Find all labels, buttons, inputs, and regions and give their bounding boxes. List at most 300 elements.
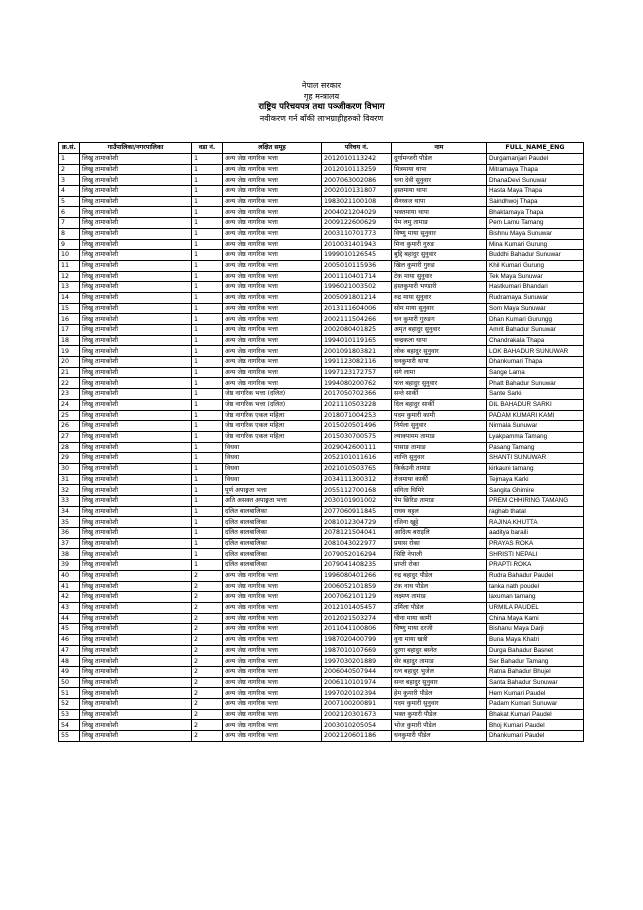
cell-serial: 24 xyxy=(59,399,80,410)
cell-serial: 30 xyxy=(59,463,80,474)
table-row xyxy=(59,260,584,271)
cell-target-group: विधवा xyxy=(223,463,322,474)
cell-id-number: 2006052101859 xyxy=(322,581,392,592)
table-row xyxy=(59,239,584,250)
cell-id-number: 2012010113259 xyxy=(322,164,392,175)
cell-target-group: जेष्ठ नागरिक एकल महिला xyxy=(223,431,322,442)
cell-full-name-eng: Amrit Bahadur Sunuwar xyxy=(487,325,584,336)
table-row xyxy=(59,677,584,688)
cell-name: धनकुमारी थापा xyxy=(392,357,487,368)
cell-target-group: अन्य जेष्ठ नागरिक भत्ता xyxy=(223,677,322,688)
cell-municipality: लिखु तामाकोशी xyxy=(80,549,192,560)
cell-id-number: 2005091801214 xyxy=(322,292,392,303)
cell-target-group: दलित बालबालिका xyxy=(223,549,322,560)
cell-id-number: 2077060911845 xyxy=(322,506,392,517)
cell-ward: 1 xyxy=(192,496,223,507)
cell-municipality: लिखु तामाकोशी xyxy=(80,645,192,656)
cell-municipality: लिखु तामाकोशी xyxy=(80,282,192,293)
table-row xyxy=(59,634,584,645)
cell-ward: 1 xyxy=(192,196,223,207)
table-row xyxy=(59,431,584,442)
col-header-municipality: गाउँपालिका/नगरपालिका xyxy=(80,143,192,154)
cell-municipality: लिखु तामाकोशी xyxy=(80,634,192,645)
cell-name: बुद्दि बहादुर सुनुवार xyxy=(392,250,487,261)
cell-serial: 48 xyxy=(59,656,80,667)
cell-municipality: लिखु तामाकोशी xyxy=(80,570,192,581)
cell-id-number: 2021110503228 xyxy=(322,399,392,410)
cell-target-group: अन्य जेष्ठ नागरिक भत्ता xyxy=(223,218,322,229)
cell-serial: 5 xyxy=(59,196,80,207)
cell-full-name-eng: Pasang Tamang xyxy=(487,442,584,453)
cell-target-group: अन्य जेष्ठ नागरिक भत्ता xyxy=(223,303,322,314)
cell-serial: 10 xyxy=(59,250,80,261)
cell-id-number: 2001091803821 xyxy=(322,346,392,357)
table-body xyxy=(59,154,584,742)
department-line: राष्ट्रिय परिचयपत्र तथा पञ्जीकरण विभाग xyxy=(258,102,385,112)
cell-full-name-eng: Mina Kumari Gurung xyxy=(487,239,584,250)
cell-name: वुना माया खत्री xyxy=(392,634,487,645)
cell-target-group: जेष्ठ नागरिक भत्ता (दलित) xyxy=(223,399,322,410)
table-row xyxy=(59,613,584,624)
cell-municipality: लिखु तामाकोशी xyxy=(80,410,192,421)
table-row xyxy=(59,303,584,314)
cell-name: धना देवी सुनुवार xyxy=(392,175,487,186)
cell-target-group: अन्य जेष्ठ नागरिक भत्ता xyxy=(223,260,322,271)
cell-serial: 53 xyxy=(59,709,80,720)
cell-full-name-eng: Som Maya Sunuwar xyxy=(487,303,584,314)
cell-target-group: अन्य जेष्ठ नागरिक भत्ता xyxy=(223,207,322,218)
cell-ward: 2 xyxy=(192,688,223,699)
cell-name: भक्तमाया थापा xyxy=(392,207,487,218)
cell-target-group: विधवा xyxy=(223,453,322,464)
cell-id-number: 2029042600111 xyxy=(322,442,392,453)
cell-full-name-eng: SHANTI SUNUWAR xyxy=(487,453,584,464)
table-row xyxy=(59,731,584,742)
cell-id-number: 1997123172757 xyxy=(322,367,392,378)
cell-id-number: 1987010107669 xyxy=(322,645,392,656)
cell-ward: 1 xyxy=(192,410,223,421)
table-row xyxy=(59,399,584,410)
cell-serial: 6 xyxy=(59,207,80,218)
cell-serial: 14 xyxy=(59,292,80,303)
cell-name: राघव थट्टल xyxy=(392,506,487,517)
cell-id-number: 2012101405457 xyxy=(322,602,392,613)
cell-municipality: लिखु तामाकोशी xyxy=(80,228,192,239)
cell-serial: 31 xyxy=(59,474,80,485)
cell-ward: 1 xyxy=(192,218,223,229)
cell-name: चीना माया कामी xyxy=(392,613,487,624)
cell-ward: 1 xyxy=(192,506,223,517)
table-row xyxy=(59,453,584,464)
cell-ward: 1 xyxy=(192,442,223,453)
col-header-name: नाम xyxy=(392,143,487,154)
cell-name: प्राप्ती रोका xyxy=(392,560,487,571)
cell-id-number: 2015030700575 xyxy=(322,431,392,442)
cell-id-number: 1983021100108 xyxy=(322,196,392,207)
cell-id-number: 2002010131807 xyxy=(322,186,392,197)
cell-id-number: 1987020400799 xyxy=(322,634,392,645)
cell-full-name-eng: RAJINA KHUTTA xyxy=(487,517,584,528)
cell-name: चन्द्रकला थापा xyxy=(392,335,487,346)
cell-ward: 2 xyxy=(192,720,223,731)
cell-full-name-eng: Chandrakala Thapa xyxy=(487,335,584,346)
cell-ward: 1 xyxy=(192,463,223,474)
cell-municipality: लिखु तामाकोशी xyxy=(80,688,192,699)
cell-target-group: जेष्ठ नागरिक भत्ता (दलित) xyxy=(223,389,322,400)
table-row xyxy=(59,357,584,368)
cell-ward: 2 xyxy=(192,581,223,592)
cell-full-name-eng: Bhoj Kumari Paudel xyxy=(487,720,584,731)
cell-target-group: अन्य जेष्ठ नागरिक भत्ता xyxy=(223,292,322,303)
cell-name: श्रिष्टि नेपाली xyxy=(392,549,487,560)
cell-municipality: लिखु तामाकोशी xyxy=(80,346,192,357)
table-row xyxy=(59,207,584,218)
cell-municipality: लिखु तामाकोशी xyxy=(80,250,192,261)
cell-serial: 50 xyxy=(59,677,80,688)
cell-ward: 1 xyxy=(192,367,223,378)
cell-municipality: लिखु तामाकोशी xyxy=(80,677,192,688)
cell-target-group: अन्य जेष्ठ नागरिक भत्ता xyxy=(223,175,322,186)
cell-serial: 23 xyxy=(59,389,80,400)
cell-name: दुरगा बहादुर बस्नेत xyxy=(392,645,487,656)
cell-serial: 36 xyxy=(59,528,80,539)
cell-municipality: लिखु तामाकोशी xyxy=(80,260,192,271)
cell-municipality: लिखु तामाकोशी xyxy=(80,175,192,186)
cell-id-number: 2003110701773 xyxy=(322,228,392,239)
cell-municipality: लिखु तामाकोशी xyxy=(80,164,192,175)
table-row xyxy=(59,367,584,378)
cell-id-number: 1996080401266 xyxy=(322,570,392,581)
cell-name: उर्मिला पौडेल xyxy=(392,602,487,613)
cell-id-number: 2081043022977 xyxy=(322,538,392,549)
cell-full-name-eng: Dhankumari Paudel xyxy=(487,731,584,742)
cell-ward: 1 xyxy=(192,549,223,560)
cell-ward: 1 xyxy=(192,357,223,368)
cell-name: पदम कुमारी कामी xyxy=(392,410,487,421)
cell-target-group: अन्य जेष्ठ नागरिक भत्ता xyxy=(223,357,322,368)
cell-municipality: लिखु तामाकोशी xyxy=(80,431,192,442)
cell-target-group: अति असक्त अपाङ्गता भत्ता xyxy=(223,496,322,507)
cell-name: हस्तकुमारी भण्डारी xyxy=(392,282,487,293)
cell-target-group: अन्य जेष्ठ नागरिक भत्ता xyxy=(223,250,322,261)
cell-municipality: लिखु तामाकोशी xyxy=(80,656,192,667)
cell-id-number: 1994080200762 xyxy=(322,378,392,389)
cell-municipality: लिखु तामाकोशी xyxy=(80,731,192,742)
cell-full-name-eng: Dhankumari Thapa xyxy=(487,357,584,368)
cell-id-number: 1996021003502 xyxy=(322,282,392,293)
cell-id-number: 2021010503765 xyxy=(322,463,392,474)
cell-municipality: लिखु तामाकोशी xyxy=(80,303,192,314)
table-row xyxy=(59,325,584,336)
cell-serial: 9 xyxy=(59,239,80,250)
cell-id-number: 2002120301673 xyxy=(322,709,392,720)
cell-full-name-eng: kirkauni tamang xyxy=(487,463,584,474)
cell-id-number: 2011041100806 xyxy=(322,624,392,635)
cell-ward: 1 xyxy=(192,303,223,314)
cell-municipality: लिखु तामाकोशी xyxy=(80,506,192,517)
cell-ward: 2 xyxy=(192,731,223,742)
table-row xyxy=(59,528,584,539)
cell-serial: 55 xyxy=(59,731,80,742)
cell-full-name-eng: PREM CHHIRING TAMANG xyxy=(487,496,584,507)
cell-name: रुद्र माया सुनुवार xyxy=(392,292,487,303)
cell-full-name-eng: Tejmaya Karki xyxy=(487,474,584,485)
cell-target-group: दलित बालबालिका xyxy=(223,528,322,539)
cell-name: भक्त कुमारी पौडेल xyxy=(392,709,487,720)
cell-ward: 1 xyxy=(192,207,223,218)
cell-ward: 1 xyxy=(192,239,223,250)
cell-target-group: अन्य जेष्ठ नागरिक भत्ता xyxy=(223,154,322,165)
cell-ward: 2 xyxy=(192,645,223,656)
cell-target-group: अन्य जेष्ठ नागरिक भत्ता xyxy=(223,602,322,613)
cell-serial: 52 xyxy=(59,699,80,710)
cell-municipality: लिखु तामाकोशी xyxy=(80,314,192,325)
cell-target-group: अन्य जेष्ठ नागरिक भत्ता xyxy=(223,186,322,197)
cell-ward: 1 xyxy=(192,186,223,197)
table-row xyxy=(59,602,584,613)
cell-full-name-eng: raghab thatal xyxy=(487,506,584,517)
cell-full-name-eng: Rudramaya Sunuwar xyxy=(487,292,584,303)
cell-target-group: अन्य जेष्ठ नागरिक भत्ता xyxy=(223,228,322,239)
cell-name: किर्कउनी तामाङ xyxy=(392,463,487,474)
cell-name: संगिता घिमिरे xyxy=(392,485,487,496)
cell-full-name-eng: URMILA PAUDEL xyxy=(487,602,584,613)
cell-name: आदित्य बराइलि xyxy=(392,528,487,539)
col-header-serial: क्र.सं. xyxy=(59,143,80,154)
cell-id-number: 2078121504041 xyxy=(322,528,392,539)
cell-target-group: अन्य जेष्ठ नागरिक भत्ता xyxy=(223,592,322,603)
cell-serial: 37 xyxy=(59,538,80,549)
table-row xyxy=(59,282,584,293)
cell-target-group: अन्य जेष्ठ नागरिक भत्ता xyxy=(223,570,322,581)
cell-name: पासाङ तामाङ xyxy=(392,442,487,453)
cell-ward: 1 xyxy=(192,431,223,442)
cell-full-name-eng: Lyakpamma Tamang xyxy=(487,431,584,442)
table-row xyxy=(59,196,584,207)
cell-serial: 19 xyxy=(59,346,80,357)
cell-serial: 7 xyxy=(59,218,80,229)
cell-target-group: अन्य जेष्ठ नागरिक भत्ता xyxy=(223,367,322,378)
cell-full-name-eng: Santa Bahadur Sunuwar xyxy=(487,677,584,688)
cell-serial: 11 xyxy=(59,260,80,271)
cell-municipality: लिखु तामाकोशी xyxy=(80,699,192,710)
table-header-row xyxy=(59,143,584,154)
table-row xyxy=(59,538,584,549)
cell-full-name-eng: Sante Sarki xyxy=(487,389,584,400)
cell-ward: 1 xyxy=(192,421,223,432)
cell-target-group: अन्य जेष्ठ नागरिक भत्ता xyxy=(223,335,322,346)
cell-id-number: 2052101011616 xyxy=(322,453,392,464)
cell-ward: 1 xyxy=(192,517,223,528)
cell-target-group: विधवा xyxy=(223,442,322,453)
cell-full-name-eng: Dhan Kumari Gurungg xyxy=(487,314,584,325)
cell-id-number: 2009122600629 xyxy=(322,218,392,229)
cell-full-name-eng: PRAPTI ROKA xyxy=(487,560,584,571)
cell-target-group: अन्य जेष्ठ नागरिक भत्ता xyxy=(223,613,322,624)
cell-full-name-eng: Bhaktamaya Thapa xyxy=(487,207,584,218)
cell-ward: 1 xyxy=(192,325,223,336)
cell-id-number: 2002120601186 xyxy=(322,731,392,742)
cell-name: फत्त बहादुर सुनुवार xyxy=(392,378,487,389)
cell-serial: 40 xyxy=(59,570,80,581)
cell-target-group: अन्य जेष्ठ नागरिक भत्ता xyxy=(223,634,322,645)
cell-full-name-eng: Bishanu Maya Darji xyxy=(487,624,584,635)
cell-name: हस्तमाया थापा xyxy=(392,186,487,197)
cell-serial: 12 xyxy=(59,271,80,282)
table-row xyxy=(59,186,584,197)
cell-full-name-eng: DIL BAHADUR SARKI xyxy=(487,399,584,410)
cell-name: पेम छिरिङ तामाङ xyxy=(392,496,487,507)
cell-serial: 17 xyxy=(59,325,80,336)
table-row xyxy=(59,645,584,656)
cell-serial: 41 xyxy=(59,581,80,592)
cell-municipality: लिखु तामाकोशी xyxy=(80,389,192,400)
cell-ward: 1 xyxy=(192,560,223,571)
cell-name: ल्याक्पामम तामाङ xyxy=(392,431,487,442)
cell-full-name-eng: DhanaDevi Sunuwar xyxy=(487,175,584,186)
cell-name: दुर्गामन्जरी पौडेल xyxy=(392,154,487,165)
cell-municipality: लिखु तामाकोशी xyxy=(80,218,192,229)
cell-name: प्रयास रोका xyxy=(392,538,487,549)
cell-full-name-eng: Saindhwoj Thapa xyxy=(487,196,584,207)
cell-name: पेम लमु तामाङ xyxy=(392,218,487,229)
cell-target-group: अन्य जेष्ठ नागरिक भत्ता xyxy=(223,325,322,336)
cell-id-number: 2034111300312 xyxy=(322,474,392,485)
cell-target-group: अन्य जेष्ठ नागरिक भत्ता xyxy=(223,314,322,325)
cell-serial: 26 xyxy=(59,421,80,432)
table-row xyxy=(59,175,584,186)
cell-id-number: 2002080401825 xyxy=(322,325,392,336)
cell-target-group: अन्य जेष्ठ नागरिक भत्ता xyxy=(223,346,322,357)
table-row xyxy=(59,592,584,603)
cell-target-group: पूर्ण अपाङ्गता भत्ता xyxy=(223,485,322,496)
cell-municipality: लिखु तामाकोशी xyxy=(80,613,192,624)
cell-target-group: अन्य जेष्ठ नागरिक भत्ता xyxy=(223,196,322,207)
cell-municipality: लिखु तामाकोशी xyxy=(80,378,192,389)
cell-ward: 2 xyxy=(192,667,223,678)
cell-id-number: 2017050702366 xyxy=(322,389,392,400)
cell-target-group: दलित बालबालिका xyxy=(223,506,322,517)
table-row xyxy=(59,485,584,496)
cell-name: सोम माया सुनुवार xyxy=(392,303,487,314)
cell-target-group: अन्य जेष्ठ नागरिक भत्ता xyxy=(223,164,322,175)
cell-full-name-eng: PRAYAS ROKA xyxy=(487,538,584,549)
cell-serial: 22 xyxy=(59,378,80,389)
cell-target-group: अन्य जेष्ठ नागरिक भत्ता xyxy=(223,720,322,731)
cell-id-number: 1994010119165 xyxy=(322,335,392,346)
table-row xyxy=(59,154,584,165)
cell-municipality: लिखु तामाकोशी xyxy=(80,239,192,250)
cell-target-group: अन्य जेष्ठ नागरिक भत्ता xyxy=(223,282,322,293)
cell-target-group: दलित बालबालिका xyxy=(223,517,322,528)
cell-serial: 1 xyxy=(59,154,80,165)
cell-serial: 28 xyxy=(59,442,80,453)
cell-target-group: अन्य जेष्ठ नागरिक भत्ता xyxy=(223,709,322,720)
cell-municipality: लिखु तामाकोशी xyxy=(80,709,192,720)
cell-municipality: लिखु तामाकोशी xyxy=(80,528,192,539)
cell-ward: 1 xyxy=(192,346,223,357)
document-title: नवीकरण गर्न बाँकी लाभग्राहीहरुको विवरण xyxy=(259,114,384,123)
cell-ward: 2 xyxy=(192,613,223,624)
cell-municipality: लिखु तामाकोशी xyxy=(80,496,192,507)
cell-name: धनकुमारी पौडेल xyxy=(392,731,487,742)
cell-serial: 21 xyxy=(59,367,80,378)
cell-id-number: 2007063002086 xyxy=(322,175,392,186)
cell-id-number: 2001110401714 xyxy=(322,271,392,282)
cell-target-group: अन्य जेष्ठ नागरिक भत्ता xyxy=(223,378,322,389)
cell-id-number: 2006110101974 xyxy=(322,677,392,688)
col-header-ward: वडा नं. xyxy=(192,143,223,154)
cell-name: रुद्र बहादुर पौडेल xyxy=(392,570,487,581)
cell-municipality: लिखु तामाकोशी xyxy=(80,442,192,453)
cell-name: रत्न बहादुर भुजेल xyxy=(392,667,487,678)
cell-serial: 34 xyxy=(59,506,80,517)
cell-full-name-eng: Ser Bahadur Tamang xyxy=(487,656,584,667)
cell-municipality: लिखु तामाकोशी xyxy=(80,592,192,603)
table-row xyxy=(59,442,584,453)
cell-municipality: लिखु तामाकोशी xyxy=(80,196,192,207)
cell-municipality: लिखु तामाकोशी xyxy=(80,421,192,432)
cell-name: टेक माया सुनुवार xyxy=(392,271,487,282)
cell-full-name-eng: Phatt Bahadur Sunuwar xyxy=(487,378,584,389)
cell-ward: 1 xyxy=(192,378,223,389)
cell-serial: 39 xyxy=(59,560,80,571)
cell-name: निर्मला सुनुवार xyxy=(392,421,487,432)
cell-name: मित्रमाया थापा xyxy=(392,164,487,175)
cell-id-number: 1997030201889 xyxy=(322,656,392,667)
cell-serial: 2 xyxy=(59,164,80,175)
cell-serial: 4 xyxy=(59,186,80,197)
cell-ward: 2 xyxy=(192,634,223,645)
cell-ward: 1 xyxy=(192,453,223,464)
cell-id-number: 2013111604006 xyxy=(322,303,392,314)
cell-serial: 33 xyxy=(59,496,80,507)
cell-municipality: लिखु तामाकोशी xyxy=(80,517,192,528)
cell-id-number: 2007062101129 xyxy=(322,592,392,603)
cell-full-name-eng: Nirmala Sunuwar xyxy=(487,421,584,432)
table-row xyxy=(59,378,584,389)
cell-name: सन्त बहादुर सुनुवार xyxy=(392,677,487,688)
cell-serial: 25 xyxy=(59,410,80,421)
cell-target-group: विधवा xyxy=(223,474,322,485)
cell-municipality: लिखु तामाकोशी xyxy=(80,624,192,635)
cell-full-name-eng: PADAM KUMARI KAMI xyxy=(487,410,584,421)
cell-full-name-eng: Padam Kumari Sunuwar xyxy=(487,699,584,710)
cell-full-name-eng: Hastkumari Bhandari xyxy=(487,282,584,293)
cell-municipality: लिखु तामाकोशी xyxy=(80,720,192,731)
ministry-line: गृह मन्त्रालय xyxy=(303,92,340,101)
cell-name: पदम कुमारी सुनुवार xyxy=(392,699,487,710)
cell-ward: 1 xyxy=(192,474,223,485)
table-row xyxy=(59,581,584,592)
table-row xyxy=(59,218,584,229)
cell-name: भोज कुमारी पौडेल xyxy=(392,720,487,731)
cell-municipality: लिखु तामाकोशी xyxy=(80,292,192,303)
cell-id-number: 2055112700168 xyxy=(322,485,392,496)
table-row xyxy=(59,250,584,261)
cell-full-name-eng: China Maya Kami xyxy=(487,613,584,624)
cell-target-group: अन्य जेष्ठ नागरिक भत्ता xyxy=(223,581,322,592)
cell-target-group: जेष्ठ नागरिक एकल महिला xyxy=(223,410,322,421)
cell-serial: 44 xyxy=(59,613,80,624)
cell-full-name-eng: Buddhi Bahadur Sunuwar xyxy=(487,250,584,261)
cell-name: तेजमाया कार्की xyxy=(392,474,487,485)
cell-full-name-eng: Khil Kumari Gurung xyxy=(487,260,584,271)
cell-id-number: 1997020102394 xyxy=(322,688,392,699)
cell-full-name-eng: Hasta Maya Thapa xyxy=(487,186,584,197)
table-row xyxy=(59,389,584,400)
cell-full-name-eng: Rudra Bahadur Paudel xyxy=(487,570,584,581)
